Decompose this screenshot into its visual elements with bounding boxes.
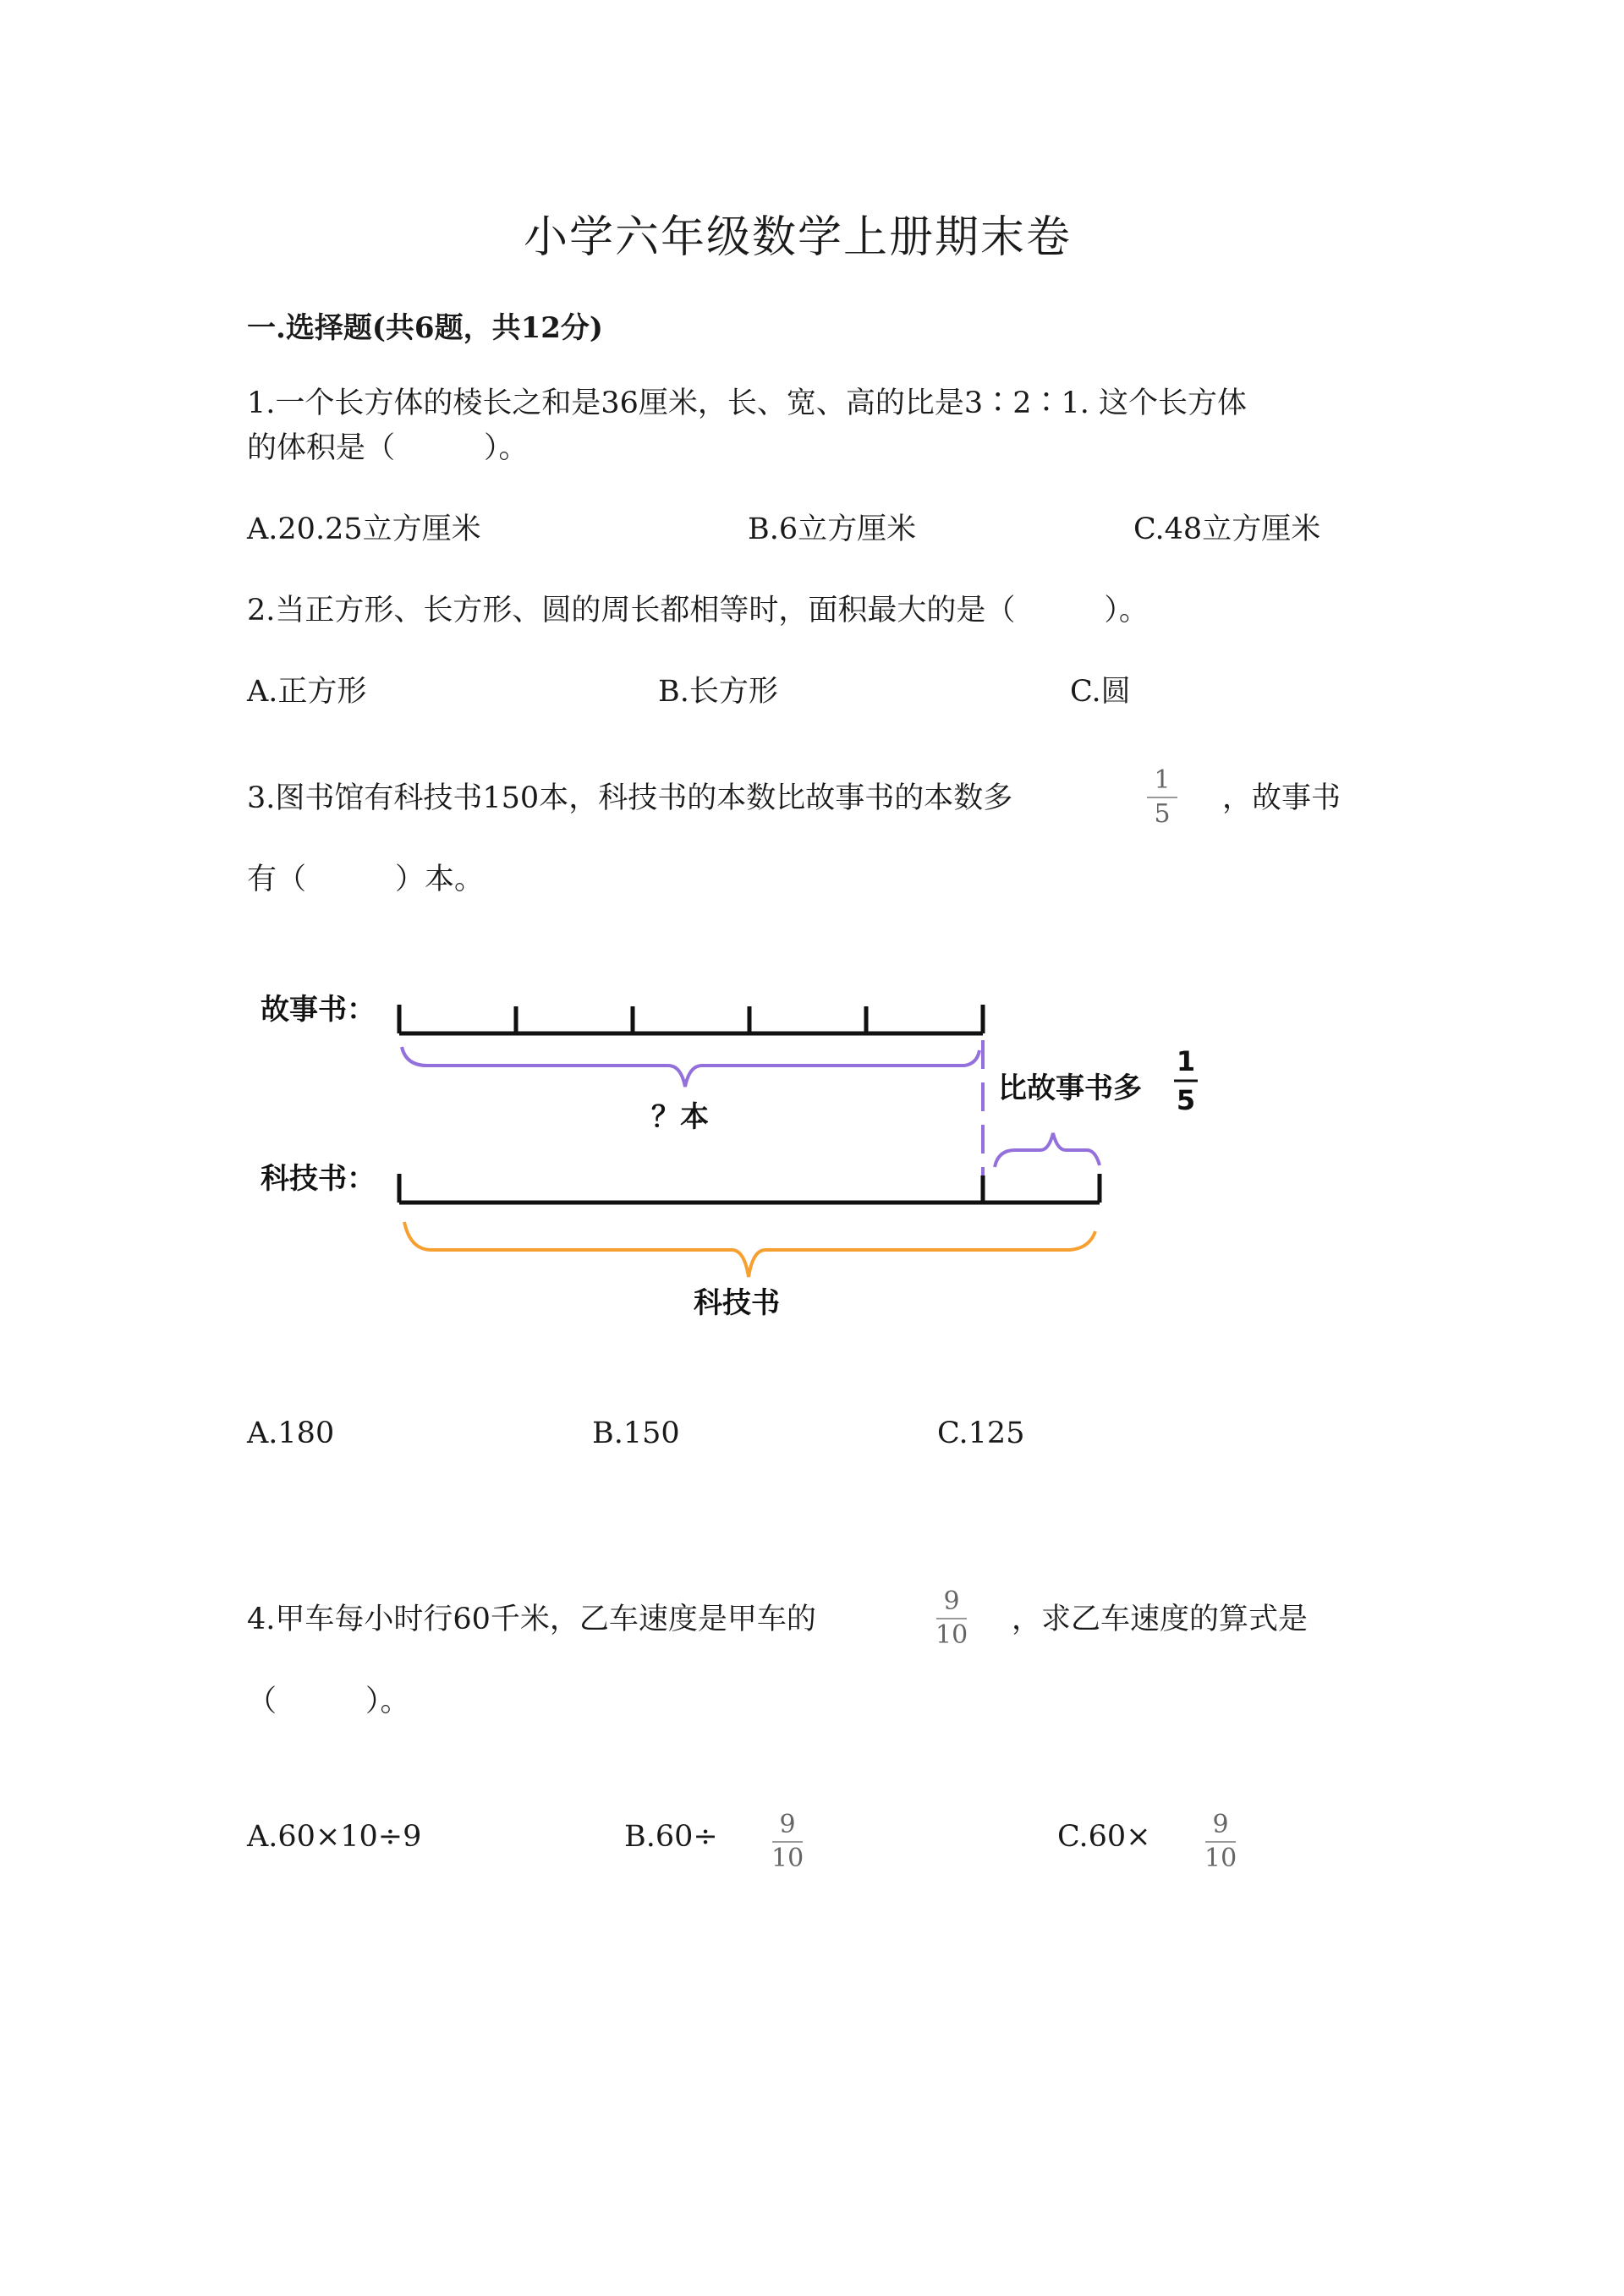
question-4-option-c[interactable] xyxy=(1057,1820,1151,1854)
page-title: 小学六年级数学上册期末卷 xyxy=(524,212,1073,263)
fraction-bar xyxy=(772,1841,803,1843)
question-4-line-1-after: ，求乙车速度的算式是 xyxy=(1012,1603,1309,1636)
unknown-count-label: ？本 xyxy=(651,1100,709,1134)
fraction-bar xyxy=(1147,797,1177,798)
fraction-numerator: 9 xyxy=(1212,1810,1229,1839)
option-b-fraction xyxy=(771,1810,804,1874)
question-4-fraction xyxy=(935,1586,968,1651)
fraction-bar xyxy=(936,1618,967,1619)
question-3-line-1-after: ，故事书 xyxy=(1222,781,1341,815)
fraction-numerator: 9 xyxy=(779,1810,796,1839)
option-b-text: B.60÷ xyxy=(624,1820,718,1854)
question-1-option-a[interactable]: A.20.25立方厘米 xyxy=(247,512,481,546)
fraction-numerator: 9 xyxy=(943,1586,960,1616)
question-1-line-2: 的体积是（ ）。 xyxy=(247,431,529,465)
fraction-denominator: 10 xyxy=(771,1844,804,1873)
question-1-line-1: 1.一个长方体的棱长之和是36厘米，长、宽、高的比是3∶2∶1. 这个长方体 xyxy=(247,386,1247,420)
option-c-text: C.60× xyxy=(1057,1820,1151,1854)
question-3-line-2: 有（ ）本。 xyxy=(247,863,485,896)
purple-brace-story xyxy=(402,1047,979,1087)
question-4-option-b[interactable] xyxy=(624,1820,718,1854)
more-fraction-numerator: 1 xyxy=(1176,1045,1196,1077)
question-2-option-a[interactable]: A.正方形 xyxy=(247,675,367,709)
tech-brace-label: 科技书 xyxy=(694,1286,780,1320)
fraction-numerator: 1 xyxy=(1154,765,1171,795)
question-2-option-b[interactable]: B.长方形 xyxy=(658,675,778,709)
fraction-denominator: 10 xyxy=(935,1620,968,1650)
question-4-line-2: （ ）。 xyxy=(247,1685,410,1718)
fraction-denominator: 10 xyxy=(1204,1844,1237,1873)
question-3-line-1-before: 3.图书馆有科技书150本，科技书的本数比故事书的本数多 xyxy=(247,781,1013,815)
question-3-option-a[interactable]: A.180 xyxy=(247,1417,335,1450)
more-than-label: 比故事书多 xyxy=(998,1071,1142,1105)
story-book-label: 故事书： xyxy=(261,993,376,1027)
more-fraction-denominator: 5 xyxy=(1176,1084,1196,1116)
fraction-bar xyxy=(1205,1841,1236,1843)
question-2-line-1: 2.当正方形、长方形、圆的周长都相等时，面积最大的是（ ）。 xyxy=(247,594,1149,627)
purple-brace-extra xyxy=(995,1133,1100,1167)
question-3-option-c[interactable]: C.125 xyxy=(937,1417,1025,1450)
question-1-option-c[interactable]: C.48立方厘米 xyxy=(1133,512,1321,546)
question-4-option-a[interactable]: A.60×10÷9 xyxy=(247,1820,422,1854)
option-c-fraction xyxy=(1204,1810,1237,1874)
section-heading: 一.选择题(共6题，共12分) xyxy=(247,311,603,345)
question-3-option-b[interactable]: B.150 xyxy=(592,1417,680,1450)
orange-brace-tech xyxy=(404,1222,1095,1277)
question-3-fraction xyxy=(1147,765,1177,830)
question-4-line-1-before: 4.甲车每小时行60千米，乙车速度是甲车的 xyxy=(247,1603,816,1636)
question-1-option-b[interactable]: B.6立方厘米 xyxy=(748,512,917,546)
tech-book-label: 科技书： xyxy=(261,1162,376,1196)
question-2-option-c[interactable]: C.圆 xyxy=(1070,675,1131,709)
line-segment-diagram xyxy=(254,981,1226,1336)
fraction-denominator: 5 xyxy=(1154,799,1171,829)
